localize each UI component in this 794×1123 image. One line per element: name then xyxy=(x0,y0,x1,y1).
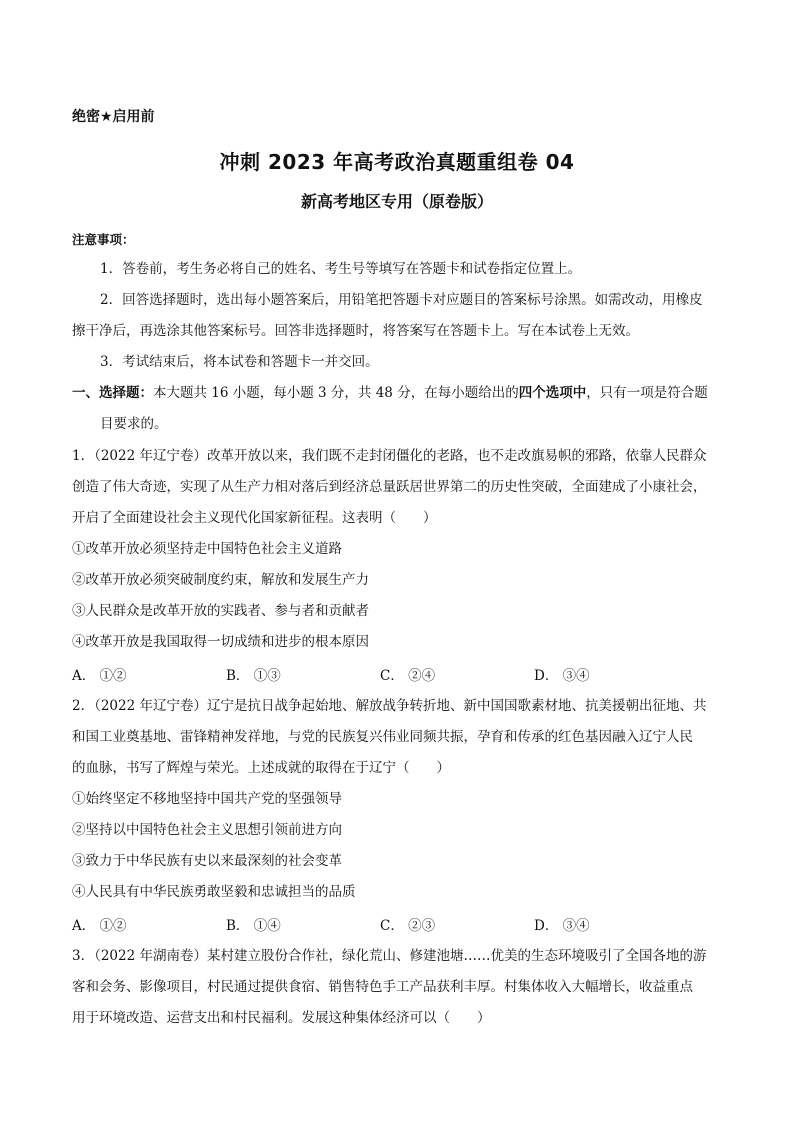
notice-item-2-line-2: 擦干净后，再选涂其他答案标号。回答非选择题时，将答案写在答题卡上。写在本试卷上无效。 xyxy=(72,323,639,339)
q1-stem-line-3: 开启了全面建设社会主义现代化国家新征程。这表明（ ） xyxy=(72,510,437,526)
notice-heading: 注意事项： xyxy=(72,232,135,247)
q2-option-c: C． ②③ xyxy=(380,918,436,934)
q2-statement-4: ④人民具有中华民族勇敢坚毅和忠诚担当的品质 xyxy=(72,884,356,900)
q1-option-d: D． ③④ xyxy=(534,668,590,684)
section-1-heading xyxy=(72,383,708,403)
notice-item-1: 1．答卷前，考生务必将自己的姓名、考生号等填写在答题卡和试卷指定位置上。 xyxy=(100,261,582,277)
q1-statement-2: ②改革开放必须突破制度约束，解放和发展生产力 xyxy=(72,572,369,588)
q2-statement-3: ③致力于中华民族有史以来最深刻的社会变革 xyxy=(72,853,342,869)
section-1-prefix: 一、选择题： xyxy=(72,385,153,401)
q2-option-a: A． ①② xyxy=(72,918,127,934)
q1-statement-3: ③人民群众是改革开放的实践者、参与者和贡献者 xyxy=(72,603,369,619)
section-1-bold-mid: 四个选项中 xyxy=(518,385,587,401)
q1-option-b: B． ①③ xyxy=(226,668,281,684)
page-subtitle: 新高考地区专用（原卷版） xyxy=(300,192,493,211)
notice-item-2-line-1: 2．回答选择题时，选出每小题答案后，用铅笔把答题卡对应题目的答案标号涂黑。如需改动，用橡皮 xyxy=(100,292,703,308)
q2-option-d: D． ③④ xyxy=(534,918,590,934)
q2-option-b: B． ①④ xyxy=(226,918,281,934)
q2-statement-1: ①始终坚定不移地坚持中国共产党的坚强领导 xyxy=(72,791,342,807)
page-title: 冲刺 2023 年高考政治真题重组卷 04 xyxy=(219,150,575,174)
q1-stem-line-2: 创造了伟大奇迹，实现了从生产力相对落后到经济总量跃居世界第二的历史性突破，全面建成了小康社会， xyxy=(72,479,707,495)
q1-option-a: A． ①② xyxy=(72,668,127,684)
confidential-label: 绝密★启用前 xyxy=(72,109,155,125)
notice-item-3: 3．考试结束后，将本试卷和答题卡一并交回。 xyxy=(100,354,379,370)
q3-stem-line-3: 用于环境改造、运营支出和村民福利。发展这种集体经济可以（ ） xyxy=(72,1010,491,1026)
section-1-body-1: 本大题共 16 小题，每小题 3 分，共 48 分，在每小题给出的 xyxy=(153,385,519,401)
section-1-body-2: ，只有一项是符合题 xyxy=(586,385,708,401)
q3-stem-line-1: 3．（2022 年湖南卷）某村建立股份合作社，绿化荒山、修建池塘……优美的生态环境吸引了全国各地的游 xyxy=(72,948,707,964)
section-1-line-2: 目要求的。 xyxy=(100,416,168,432)
q3-stem-line-2: 客和会务、影像项目，村民通过提供食宿、销售特色手工产品获利丰厚。村集体收入大幅增长，收益重点 xyxy=(72,979,693,995)
q2-statement-2: ②坚持以中国特色社会主义思想引领前进方向 xyxy=(72,822,342,838)
q2-stem-line-2: 和国工业奠基地、雷锋精神发祥地，与党的民族复兴伟业同频共振，孕育和传承的红色基因融入辽宁人民 xyxy=(72,729,693,745)
q2-stem-line-1: 2．（2022 年辽宁卷）辽宁是抗日战争起始地、解放战争转折地、新中国国歌素材地、抗美援朝出征地、共 xyxy=(72,698,707,714)
q1-stem-line-1: 1．（2022 年辽宁卷）改革开放以来，我们既不走封闭僵化的老路，也不走改旗易帜的邪路，依靠人民群众 xyxy=(72,448,707,464)
q1-option-c: C． ②④ xyxy=(380,668,436,684)
q1-statement-4: ④改革开放是我国取得一切成绩和进步的根本原因 xyxy=(72,634,369,650)
q2-stem-line-3: 的血脉，书写了辉煌与荣光。上述成就的取得在于辽宁（ ） xyxy=(72,760,450,776)
q1-statement-1: ①改革开放必须坚持走中国特色社会主义道路 xyxy=(72,541,342,557)
